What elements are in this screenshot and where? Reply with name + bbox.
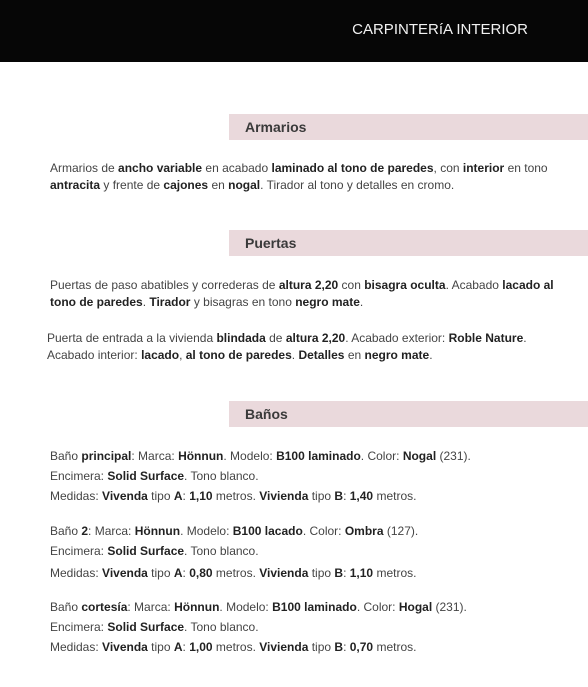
bold-text: negro mate — [295, 294, 360, 309]
bold-text: 0,80 — [189, 566, 213, 580]
text-run: Puerta de entrada a la vivienda — [47, 331, 217, 345]
text-run: tipo — [308, 489, 335, 503]
bold-text: cajones — [163, 177, 209, 192]
bold-text: B100 laminado — [272, 600, 357, 614]
text-run: en — [208, 177, 229, 192]
text-run: . — [359, 294, 364, 309]
text-run: en acabado — [202, 161, 272, 175]
text-run: Puertas de paso abatibles y correderas de — [50, 278, 279, 292]
bold-text: ancho variable — [118, 161, 203, 175]
text-run: tipo — [147, 640, 174, 654]
text-run: Baño — [50, 600, 82, 614]
text-run: metros. — [373, 489, 417, 503]
bano-principal-medidas — [50, 489, 416, 503]
bold-text: laminado al tono de paredes — [271, 161, 434, 175]
text-run: . Modelo: — [223, 449, 277, 463]
text-run: Medidas: — [50, 566, 103, 580]
text-run: Baño — [50, 449, 82, 463]
text-run: con — [338, 278, 365, 292]
bano-2-medidas — [50, 566, 416, 580]
text-run: metros. — [373, 566, 417, 580]
text-run: metros. — [212, 566, 260, 580]
bold-text: nogal — [228, 177, 261, 192]
text-run: metros. — [212, 640, 260, 654]
text-run: : — [182, 489, 190, 503]
text-run: Encimera: — [50, 469, 108, 483]
bold-text: 1,10 — [349, 566, 374, 580]
text-run: (127). — [383, 524, 419, 538]
header-title: CARPINTERíA INTERIOR — [352, 21, 528, 38]
text-run: . Tirador al tono y detalles en cromo. — [260, 177, 455, 192]
section-heading-banos: Baños — [245, 406, 288, 422]
bold-text: Hönnun — [178, 449, 224, 463]
text-run: . Color: — [356, 600, 399, 614]
text-run: Medidas: — [50, 489, 103, 503]
text-run: y frente de — [100, 177, 164, 192]
bold-text: altura 2,20 — [285, 331, 346, 345]
text-run: : Marca: — [131, 449, 179, 463]
text-run: : Marca: — [88, 524, 135, 538]
bold-text: A — [173, 566, 183, 580]
bano-cortesia-medidas — [50, 640, 416, 654]
bold-text: B — [334, 566, 344, 580]
bold-text: Nogal — [402, 449, 437, 463]
text-run: tipo — [147, 566, 174, 580]
puertas-paragraph-1 — [50, 277, 570, 310]
text-run: : Marca: — [127, 600, 175, 614]
bold-text: 1,40 — [349, 489, 374, 503]
text-run: Medidas: — [50, 640, 103, 654]
bold-text: 1,00 — [189, 640, 213, 654]
bano-principal-line — [50, 449, 471, 463]
text-run: . Acabado exterior: — [345, 331, 449, 345]
text-run: de — [265, 331, 286, 345]
puertas-paragraph-2 — [47, 330, 567, 363]
text-run: y bisagras en tono — [190, 294, 296, 309]
bano-cortesia-encimera — [50, 620, 259, 634]
text-run: . Acabado interior: — [47, 331, 527, 362]
bold-text: Vivienda — [259, 566, 309, 580]
text-run: en — [344, 347, 365, 362]
bold-text: B — [334, 640, 344, 654]
bold-text: Roble Nature — [448, 331, 524, 345]
text-run: Baño — [50, 524, 82, 538]
bold-text: Hönnun — [134, 524, 181, 538]
bold-text: negro mate — [364, 347, 430, 362]
text-run: Armarios de — [50, 161, 119, 175]
bold-text: B100 lacado — [232, 524, 303, 538]
text-run: tipo — [308, 566, 335, 580]
bold-text: bisagra oculta — [364, 278, 446, 292]
bold-text: Solid Surface — [107, 620, 185, 634]
section-bar-banos — [229, 401, 588, 427]
bold-text: B — [334, 489, 344, 503]
text-run: . — [142, 294, 150, 309]
section-bar-puertas — [229, 230, 588, 256]
text-run: : — [182, 640, 190, 654]
text-run: (231). — [432, 600, 467, 614]
text-run: . Color: — [302, 524, 345, 538]
bold-text: A — [173, 489, 183, 503]
bold-text: Solid Surface — [107, 469, 185, 483]
text-run: en tono — [504, 161, 548, 175]
page-header — [0, 0, 588, 62]
bold-text: cortesía — [81, 600, 128, 614]
bold-text: Vivienda — [259, 489, 309, 503]
text-run: metros. — [373, 640, 417, 654]
bold-text: Vivenda — [102, 566, 148, 580]
bold-text: B100 laminado — [276, 449, 361, 463]
bold-text: 2 — [81, 524, 89, 538]
bold-text: Vivenda — [102, 640, 148, 654]
text-run: Encimera: — [50, 544, 108, 558]
bano-2-line — [50, 524, 418, 538]
bold-text: interior — [462, 161, 505, 175]
bold-text: principal — [81, 449, 132, 463]
text-run: . — [429, 347, 433, 362]
bold-text: 1,10 — [189, 489, 213, 503]
bold-text: al tono de paredes — [185, 347, 292, 362]
text-run: . Acabado — [445, 278, 503, 292]
text-run: , con — [433, 161, 463, 175]
section-heading-puertas: Puertas — [245, 235, 297, 251]
bold-text: A — [173, 640, 183, 654]
text-run: : — [343, 489, 350, 503]
text-run: . Tono blanco. — [184, 620, 259, 634]
text-run: . Tono blanco. — [184, 469, 259, 483]
bold-text: Solid Surface — [107, 544, 185, 558]
bold-text: Vivenda — [102, 489, 148, 503]
text-run: . Color: — [360, 449, 403, 463]
section-heading-armarios: Armarios — [245, 119, 307, 135]
text-run: . — [291, 347, 299, 362]
text-run: : — [343, 640, 350, 654]
text-run: . Tono blanco. — [184, 544, 259, 558]
section-bar-armarios — [229, 114, 588, 140]
text-run: metros. — [212, 489, 260, 503]
text-run: tipo — [308, 640, 335, 654]
text-run: : — [343, 566, 350, 580]
bold-text: Detalles — [298, 347, 345, 362]
text-run: : — [182, 566, 190, 580]
bold-text: antracita — [50, 177, 101, 192]
bold-text: blindada — [216, 331, 266, 345]
bold-text: Ombra — [344, 524, 384, 538]
bano-2-encimera — [50, 544, 259, 558]
bano-principal-encimera — [50, 469, 259, 483]
bold-text: Hogal — [398, 600, 433, 614]
bold-text: lacado — [141, 347, 180, 362]
bold-text: Hönnun — [174, 600, 220, 614]
bold-text: lacado al tono de paredes — [50, 278, 554, 309]
text-run: . Modelo: — [219, 600, 273, 614]
text-run: (231). — [436, 449, 471, 463]
text-run: , — [179, 347, 186, 362]
bold-text: Vivienda — [259, 640, 309, 654]
text-run: tipo — [147, 489, 174, 503]
bano-cortesia-line — [50, 600, 467, 614]
bold-text: 0,70 — [349, 640, 374, 654]
bold-text: altura 2,20 — [278, 278, 339, 292]
bold-text: Tirador — [149, 294, 191, 309]
armarios-paragraph — [50, 160, 570, 193]
text-run: Encimera: — [50, 620, 108, 634]
text-run: . Modelo: — [180, 524, 233, 538]
